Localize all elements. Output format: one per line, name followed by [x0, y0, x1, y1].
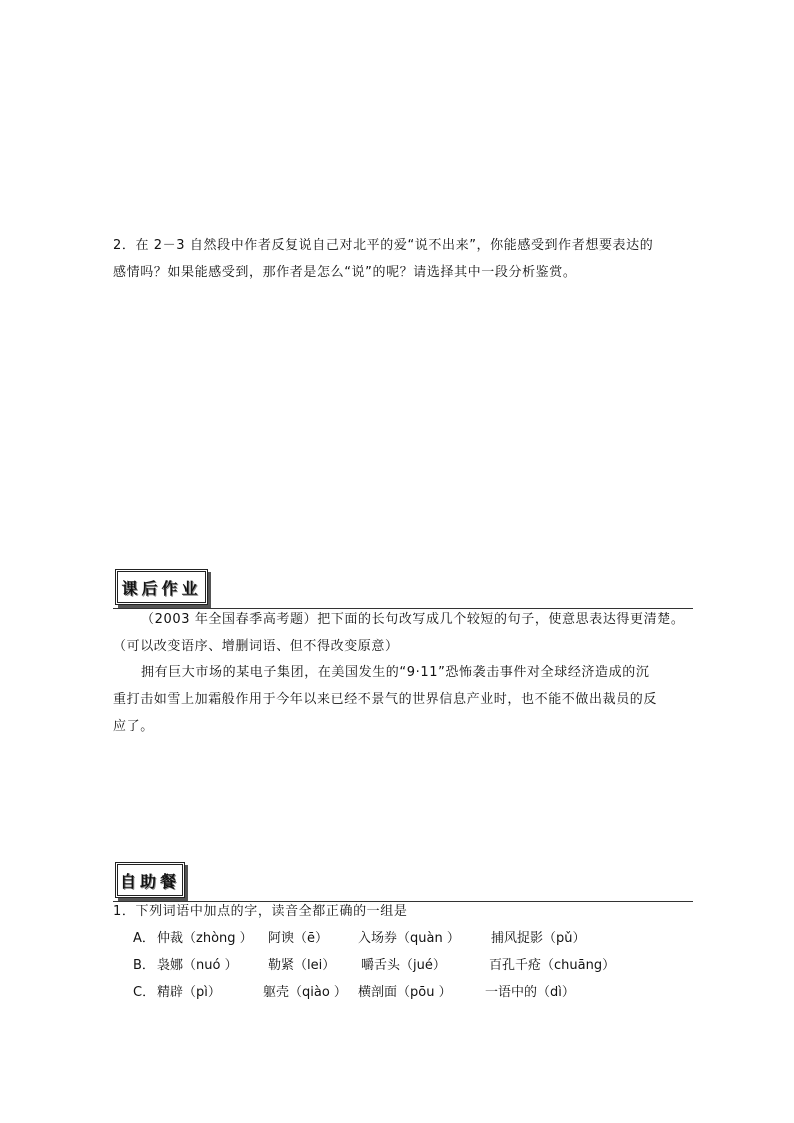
homework-passage-line-3: 应了。	[113, 719, 154, 734]
homework-passage-line-1: 拥有巨大市场的某电子集团，在美国发生的“9·11”恐怖袭击事件对全球经济造成的沉	[141, 665, 650, 680]
question-2-line-1: 2．在 2－3 自然段中作者反复说自己对北平的爱“说不出来”，你能感受到作者想要表达的	[113, 238, 654, 253]
option-c-item-1: 精辟（pì）	[157, 985, 221, 1000]
option-a-item-2: 阿谀（ē）	[268, 931, 328, 946]
selfhelp-label-text: 自助餐	[119, 871, 180, 891]
option-c-item-4: 一语中的（dì）	[485, 985, 575, 1000]
option-c-item-2: 躯壳（qiào ）	[263, 985, 347, 1000]
selfhelp-section-label	[115, 862, 185, 898]
homework-divider	[113, 608, 693, 609]
option-b-item-2: 勒紧（lei）	[268, 958, 336, 973]
homework-label-text: 课后作业	[121, 578, 202, 598]
option-c-item-3: 横剖面（pōu ）	[358, 985, 452, 1000]
homework-section-label	[115, 569, 208, 605]
option-a-item-3: 入场券（quàn ）	[358, 931, 460, 946]
selfhelp-question-1: 1．下列词语中加点的字，读音全都正确的一组是	[113, 904, 408, 919]
option-a-item-1: 仲裁（zhòng ）	[157, 931, 253, 946]
option-a-letter: A．	[133, 931, 155, 946]
homework-intro-line-1: （2003 年全国春季高考题）把下面的长句改写成几个较短的句子，使意思表达得更清楚。	[141, 612, 685, 627]
option-b-item-3: 嚼舌头（jué）	[361, 958, 446, 973]
option-b-item-4: 百孔千疮（chuāng）	[489, 958, 616, 973]
option-b-letter: B．	[133, 958, 155, 973]
option-c-letter: C．	[133, 985, 156, 1000]
question-2-line-2: 感情吗？如果能感受到，那作者是怎么“说”的呢？请选择其中一段分析鉴赏。	[113, 265, 577, 280]
homework-intro-line-2: （可以改变语序、增删词语、但不得改变原意）	[113, 639, 399, 654]
option-b-item-1: 袅娜（nuó ）	[157, 958, 238, 973]
option-a-item-4: 捕风捉影（pǔ）	[491, 931, 586, 946]
homework-passage-line-2: 重打击如雪上加霜般作用于今年以来已经不景气的世界信息产业时，也不能不做出裁员的反	[113, 692, 658, 707]
